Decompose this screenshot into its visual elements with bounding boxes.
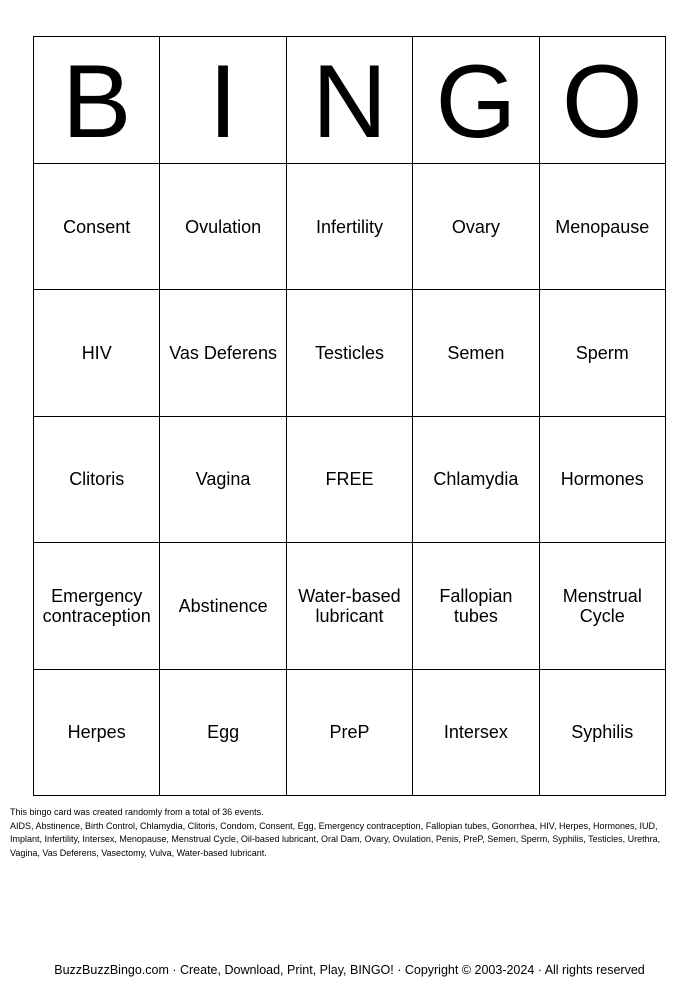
bingo-square: Water-based lubricant [287, 543, 413, 669]
page-footer: BuzzBuzzBingo.com · Create, Download, Print, Play, BINGO! · Copyright © 2003-2024 · All rights reserved [54, 963, 645, 977]
footnote-events-list: AIDS, Abstinence, Birth Control, Chlamydia, Clitoris, Condom, Consent, Egg, Emergency contraception, Fallopian tubes, Gonorrhea, HIV, Herpes, Hormones, IUD, Implant, Infertility, Intersex, Menopause, Menstrual Cycle, Oil-based lubricant, Oral Dam, Ovary, Ovulation, Penis, PreP, Semen, Sperm, Syphilis, Testicles, Urethra, Vagina, Vas Deferens, Vasectomy, Vulva, Water-based lubricant. [10, 820, 661, 858]
bingo-square: Intersex [413, 670, 539, 796]
bingo-square: Consent [34, 164, 160, 290]
bingo-square: Ovary [413, 164, 539, 290]
bingo-square: Hormones [540, 417, 666, 543]
bingo-square: Sperm [540, 290, 666, 416]
bingo-square: Syphilis [540, 670, 666, 796]
bingo-square: Testicles [287, 290, 413, 416]
bingo-square: Abstinence [160, 543, 286, 669]
bingo-square: Ovulation [160, 164, 286, 290]
footnote-intro: This bingo card was created randomly from a total of 36 events. [10, 807, 264, 817]
bingo-card [33, 36, 666, 796]
bingo-square: Semen [413, 290, 539, 416]
header-letter-o: O [540, 37, 666, 164]
bingo-square: Menstrual Cycle [540, 543, 666, 669]
bingo-square: Clitoris [34, 417, 160, 543]
bingo-square: Menopause [540, 164, 666, 290]
bingo-square: Fallopian tubes [413, 543, 539, 669]
bingo-square: Vagina [160, 417, 286, 543]
card-footnote [10, 806, 690, 860]
bingo-square: Vas Deferens [160, 290, 286, 416]
header-letter-n: N [287, 37, 413, 164]
header-letter-i: I [160, 37, 286, 164]
bingo-square: Infertility [287, 164, 413, 290]
bingo-square: Egg [160, 670, 286, 796]
bingo-square: Chlamydia [413, 417, 539, 543]
bingo-square: Herpes [34, 670, 160, 796]
free-square: FREE [287, 417, 413, 543]
bingo-square: HIV [34, 290, 160, 416]
bingo-square: Emergency contraception [34, 543, 160, 669]
bingo-square: PreP [287, 670, 413, 796]
header-letter-b: B [34, 37, 160, 164]
header-letter-g: G [413, 37, 539, 164]
